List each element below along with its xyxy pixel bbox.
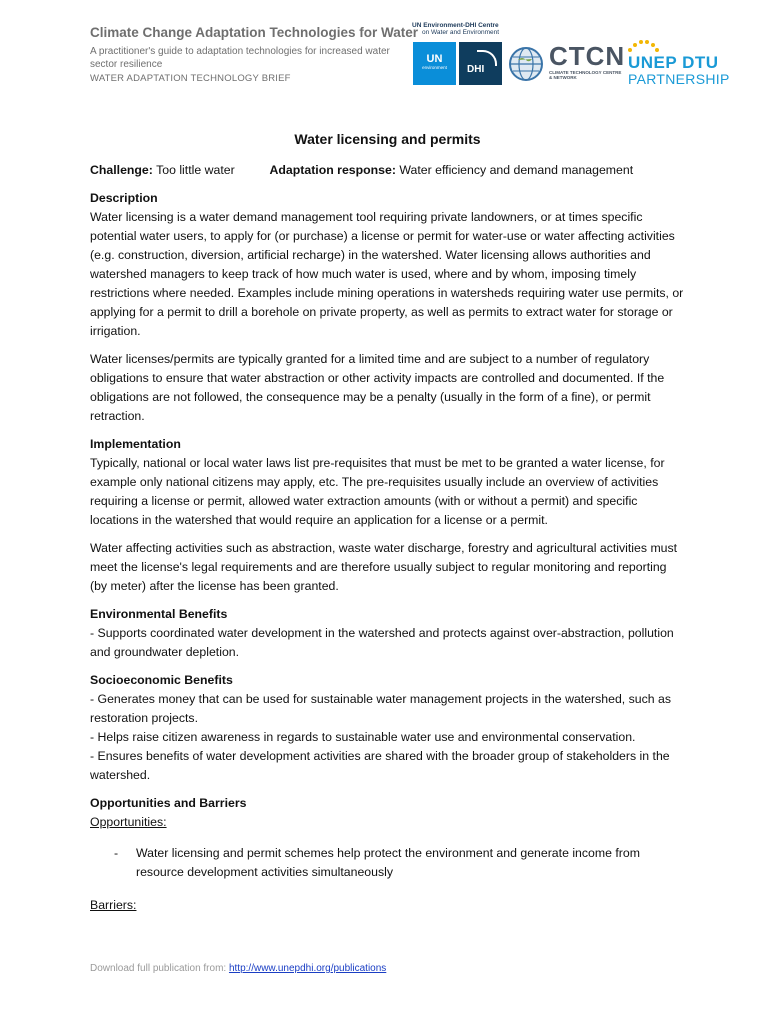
un-environment-logo bbox=[413, 42, 456, 85]
un-logo-text: UN bbox=[426, 53, 443, 65]
dhi-logo-text: DHI bbox=[467, 64, 485, 75]
challenge-label: Challenge: bbox=[90, 163, 153, 177]
unep-dots-icon bbox=[628, 40, 732, 54]
description-heading: Description bbox=[90, 191, 158, 205]
response-label: Adaptation response: bbox=[269, 163, 396, 177]
bullet-dash: - bbox=[114, 846, 119, 860]
ctcn-logo-subtext: CLIMATE TECHNOLOGY CENTRE & NETWORK bbox=[549, 70, 622, 80]
dhi-logo bbox=[459, 42, 502, 85]
implementation-heading: Implementation bbox=[90, 437, 181, 451]
opportunity-text: Water licensing and permit schemes help protect the environment and generate income from resource development activities simultaneously bbox=[136, 846, 640, 879]
opportunities-label: Opportunities: bbox=[90, 815, 167, 829]
socioeconomic-benefits-section bbox=[90, 671, 685, 785]
environmental-benefits-section bbox=[90, 605, 685, 662]
publication-subtitle: A practitioner's guide to adaptation technologies for increased water sector resilience bbox=[90, 46, 390, 70]
footer-prefix: Download full publication from: bbox=[90, 963, 229, 974]
footer bbox=[90, 963, 386, 974]
dhi-caption-line-2: on Water and Environment bbox=[422, 29, 500, 36]
description-paragraph-1: Water licensing is a water demand management tool requiring private landowners, or at times specific potential water users, to apply for (or purchase) a license or permit for water-use or water affecting activities (e.g. construction, diversion, artificial recharge) in the watershed. Water licensing allows authorities and watershed managers to keep track of how much water is used, where and by whom, imposing timely restrictions where needed. Examples include mining operations in watersheds requiring water use permits, or applying for a permit to drill a borehole on private property, as well as permits to extract water for storage or irrigation. bbox=[90, 210, 684, 338]
document-title: Water licensing and permits bbox=[294, 131, 481, 147]
socioeconomic-benefit-item: - Generates money that can be used for sustainable water management projects in the watershed, such as restoration projects. bbox=[90, 692, 672, 725]
barriers-label: Barriers: bbox=[90, 898, 137, 912]
globe-logo-icon bbox=[508, 46, 544, 82]
opportunities-barriers-heading: Opportunities and Barriers bbox=[90, 796, 247, 810]
challenge-response-row bbox=[90, 161, 685, 180]
ctcn-logo-text: CTCN bbox=[549, 41, 626, 71]
challenge-value: Too little water bbox=[156, 163, 235, 177]
response-value: Water efficiency and demand management bbox=[399, 163, 634, 177]
unep-dtu-partnership-logo bbox=[628, 40, 732, 87]
implementation-paragraph-1: Typically, national or local water laws list pre-requisites that must be met to be granted a water license, for example only national citizens may apply, etc. The pre-requisites usually include an overview of activities requiring a license or permit, allowed water extraction amounts (with or without a permit) and specific locations in the watershed that would require an application for a license or a permit. bbox=[90, 456, 665, 527]
document-body bbox=[90, 130, 685, 915]
ctcn-logo bbox=[549, 42, 625, 80]
socioeconomic-benefit-item: - Ensures benefits of water development activities are shared with the broader group of stakeholders in the watershed. bbox=[90, 749, 670, 782]
publication-header bbox=[90, 24, 419, 85]
partner-logos bbox=[412, 22, 732, 88]
publication-title: Climate Change Adaptation Technologies for Water bbox=[90, 25, 419, 40]
un-logo-subtext: environment bbox=[422, 65, 447, 70]
opportunity-list-item bbox=[90, 844, 685, 882]
publications-link[interactable]: http://www.unepdhi.org/publications bbox=[228, 963, 387, 974]
dhi-caption-line-1: UN Environment-DHI Centre bbox=[412, 22, 499, 29]
socioeconomic-benefits-heading: Socioeconomic Benefits bbox=[90, 673, 233, 687]
socioeconomic-benefit-item: - Helps raise citizen awareness in regards to sustainable water use and environmental conservation. bbox=[90, 730, 636, 744]
implementation-paragraph-2: Water affecting activities such as abstraction, waste water discharge, forestry and agricultural activities must meet the license's legal requirements and are therefore usually subject to regular monitoring and reporting (by meter) after the license has been granted. bbox=[90, 541, 678, 593]
environmental-benefits-heading: Environmental Benefits bbox=[90, 607, 228, 621]
brief-type-label: WATER ADAPTATION TECHNOLOGY BRIEF bbox=[90, 73, 291, 84]
environmental-benefit-item: - Supports coordinated water development in the watershed and protects against over-abstraction, pollution and groundwater depletion. bbox=[90, 626, 674, 659]
description-paragraph-2: Water licenses/permits are typically granted for a limited time and are subject to a number of regulatory obligations to ensure that water abstraction or other activity impacts are controlled and documented. If the obligations are not followed, the consequence may be a penalty (usually in the form of a fine), or permit retraction. bbox=[90, 352, 665, 423]
unep-dhi-centre-caption bbox=[412, 22, 512, 36]
unep-dtu-line-2: PARTNERSHIP bbox=[628, 71, 730, 87]
unep-dtu-line-1: UNEP DTU bbox=[628, 53, 719, 72]
